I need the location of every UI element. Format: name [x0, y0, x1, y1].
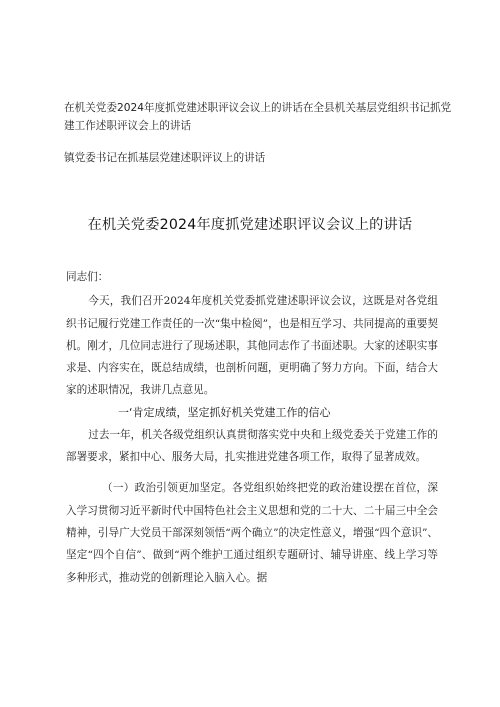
section-heading: 一‘肯定成绩，坚定抓好机关党建工作的信心	[118, 405, 331, 419]
toc-item[interactable]: 镇党委书记在抓基层党建述职评议上的讲话	[64, 152, 266, 164]
document-title: 在机关党委2024年度抓党建述职评议会议上的讲话	[87, 217, 413, 233]
body-paragraph: （一）政治引领更加坚定。各党组织始终把党的政治建设摆在首位，深入学习贯彻习近平新时代中国特色社会主义思想和党的二十大、二十届三中全会精神，引导广大党员干部深刻领悟“两个确立”的决定性意义，增强“四个意识”、坚定“四个自信”、做到“两个维护工通过组织专题研讨、辅导讲座、线上学习等多种形式，推动党的创新理论入脑入心。据	[66, 482, 438, 584]
document-body	[66, 266, 438, 589]
toc-item[interactable]: 在机关党委2024年度抓党建述职评议会议上的讲话在全县机关基层党组织书记抓党建工作述职评议会上的讲话	[64, 102, 452, 132]
salutation: 同志们：	[66, 271, 109, 283]
body-paragraph: 过去一年，机关各级党组织认真贯彻落实党中央和上级党委关于党建工作的部署要求，紧扣中心、服务大局，扎实推进党建各项工作，取得了显著成效。	[66, 428, 438, 464]
body-paragraph: 今天，我们召开2024年度机关党委抓党建述职评议会议，这既是对各党组织书记履行党建工作责任的一次“集中检阅”，也是相互学习、共同提高的重要契机。刚才，几位同志进行了现场述职，其他同志作了书面述职。大家的述职实事求是、内容实在，既总结成绩，也剖析问题，更明确了努力方向。下面，结合大家的述职情况，我讲几点意见。	[66, 295, 438, 397]
table-of-contents	[64, 99, 454, 181]
